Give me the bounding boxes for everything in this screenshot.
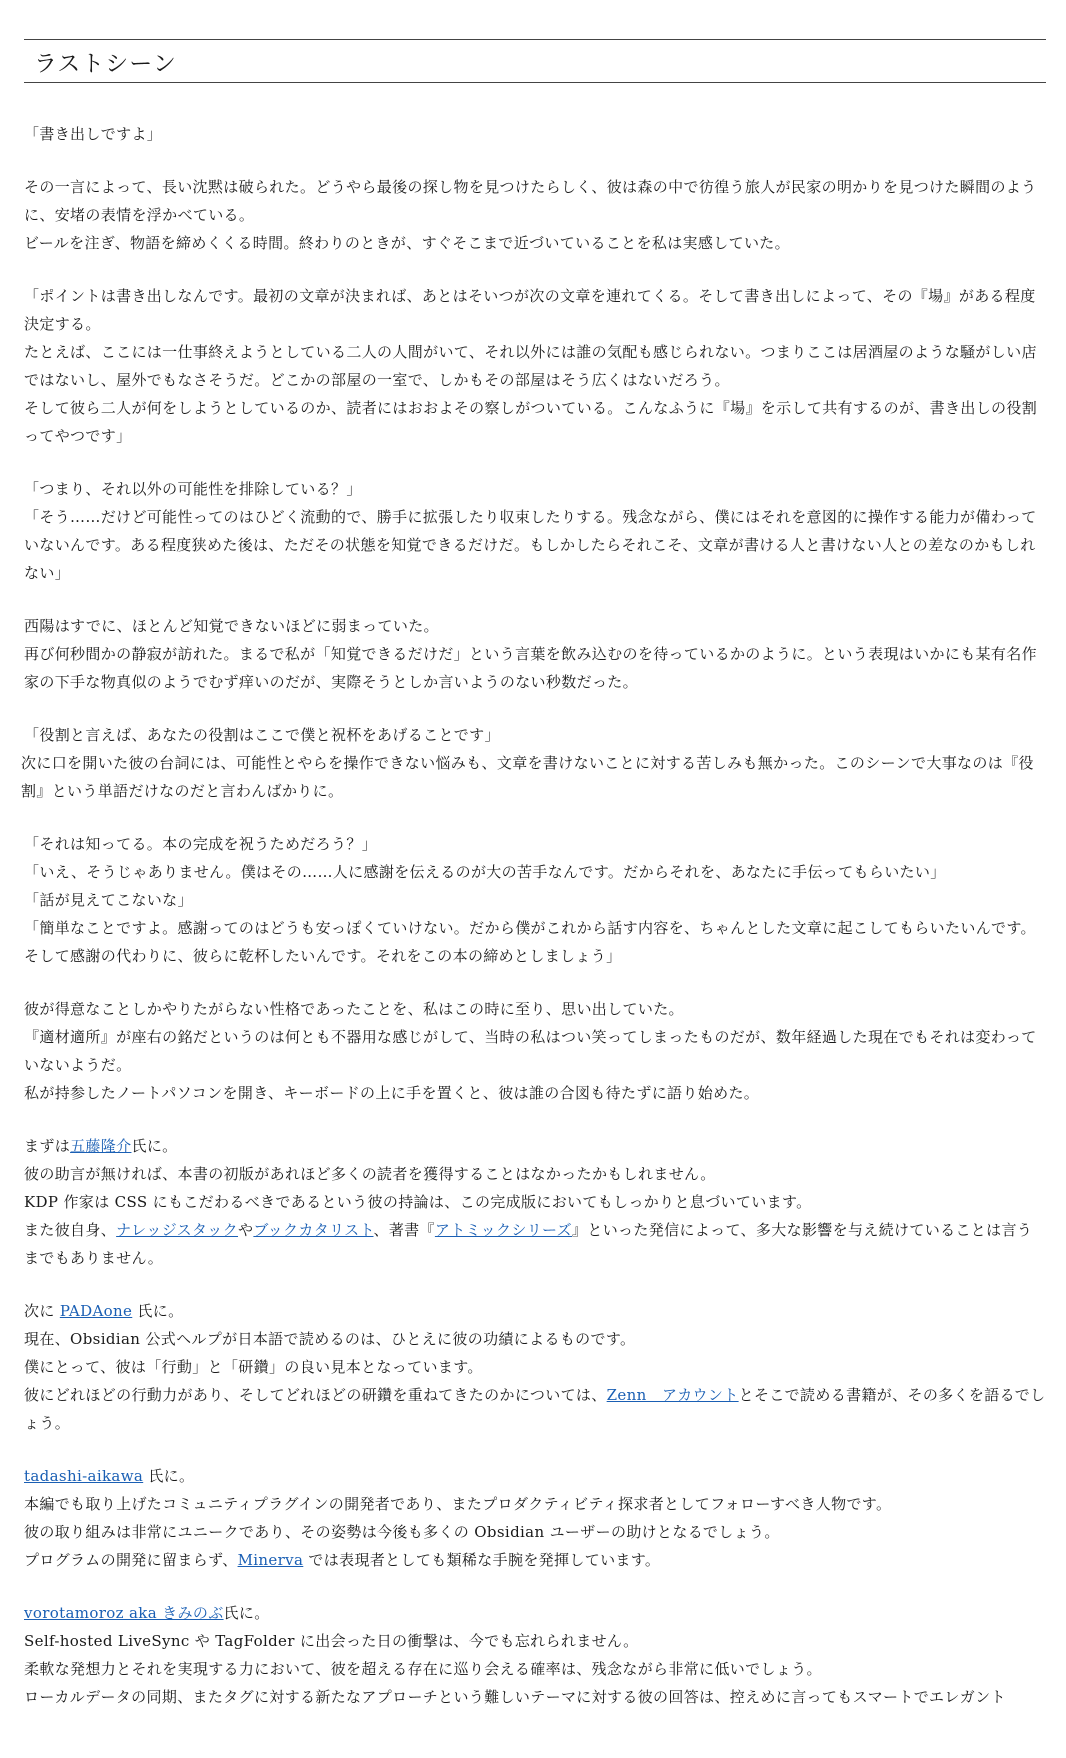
paragraph [21,721,1046,805]
text-line: 僕にとって、彼は「行動」と「研鑽」の良い見本となっています。 [24,1358,483,1376]
minerva-link[interactable]: Minerva [237,1551,304,1569]
acknowledgement-vorotamoroz [24,1599,1046,1711]
text-line [24,1599,1046,1627]
acknowledgement-gotoh [24,1132,1046,1272]
zenn-account-link[interactable]: Zenn アカウント [606,1386,739,1404]
text-line [24,1546,1046,1574]
paragraph [24,282,1046,450]
text-line: 彼の取り組みは非常にユニークであり、その姿勢は今後も多くの Obsidian ユーザーの助けとなるでしょう。 [24,1523,780,1541]
text-fragment: とそこで読める書籍が、その多くを語るでしょう。 [24,1386,1046,1432]
text-line: 彼の助言が無ければ、本書の初版があれほど多くの読者を獲得することはなかったかもしれません。 [24,1165,716,1183]
text-fragment: 氏に。 [143,1467,195,1485]
text-line: 彼が得意なことしかやりたがらない性格であったことを、私はこの時に至り、思い出していた。 [24,1000,684,1018]
text-line: 「それは知ってる。本の完成を祝うためだろう？」 [24,835,378,853]
text-fragment: では表現者としても類稀な手腕を発揮しています。 [303,1551,661,1569]
text-fragment: プログラムの開発に留まらず、 [24,1551,238,1569]
text-fragment: 次に [24,1302,60,1320]
text-fragment: まずは [24,1137,71,1155]
text-line: 「そう……だけど可能性ってのはひどく流動的で、勝手に拡張したり収束したりする。残念ながら、僕にはそれを意図的に操作する能力が備わっていないんです。ある程度狭めた後は、ただその状態を知覚できるだけだ。もしかしたらそれこそ、文章が書ける人と書けない人との差なのかもしれない」 [24,508,1037,582]
paragraph [24,830,1046,970]
text-line: その一言によって、長い沈黙は破られた。どうやら最後の探し物を見つけたらしく、彼は森の中で彷徨う旅人が民家の明かりを見つけた瞬間のように、安堵の表情を浮かべている。 [24,178,1037,224]
paragraph [24,120,1046,148]
text-line: 「簡単なことですよ。感謝ってのはどうも安っぽくていけない。だから僕がこれから話す内容を、ちゃんとした文章に起こしてもらいたいんです。そして感謝の代わりに、彼らに乾杯したいんです。それをこの本の締めとしましょう」 [24,919,1036,965]
text-line: Self-hosted LiveSync や TagFolder に出会った日の衝撃は、今でも忘れられません。 [24,1632,639,1650]
atomic-series-link[interactable]: アトミックシリーズ [434,1221,572,1239]
text-line: 西陽はすでに、ほとんど知覚できないほどに弱まっていた。 [24,617,439,635]
text-fragment: 氏に。 [132,1302,184,1320]
gotoh-link[interactable]: 五藤隆介 [70,1137,132,1155]
text-line: 「ポイントは書き出しなんです。最初の文章が決まれば、あとはそいつが次の文章を連れてくる。そして書き出しによって、その『場』がある程度決定する。 [24,287,1036,333]
text-line: 「つまり、それ以外の可能性を排除している？」 [24,480,362,498]
text-line: 「いえ、そうじゃありません。僕はその……人に感謝を伝えるのが大の苦手なんです。だからそれを、あなたに手伝ってもらいたい」 [24,863,946,881]
padaone-link[interactable]: PADAone [59,1302,133,1320]
text-line [24,1216,1046,1272]
text-fragment: 氏に。 [223,1604,270,1622]
text-line: 「役割と言えば、あなたの役割はここで僕と祝杯をあげることです」 [24,726,500,744]
vorotamoroz-link[interactable]: vorotamoroz aka きみのぶ [24,1604,224,1622]
text-line: 再び何秒間かの静寂が訪れた。まるで私が「知覚できるだけだ」という言葉を飲み込むのを待っているかのように。という表現はいかにも某有名作家の下手な物真似のようでむず痒いのだが、実際そうとしか言いようのない秒数だった。 [24,645,1037,691]
text-fragment: 氏に。 [131,1137,178,1155]
text-line: 「書き出しですよ」 [24,125,163,143]
text-line: KDP 作家は CSS にもこだわるべきであるという彼の持論は、この完成版においてもしっかりと息づいています。 [24,1193,812,1211]
paragraph [24,173,1046,257]
text-line: そして彼ら二人が何をしようとしているのか、読者にはおおよその察しがついている。こんなふうに『場』を示して共有するのが、書き出しの役割ってやつです」 [24,399,1038,445]
text-line: 現在、Obsidian 公式ヘルプが日本語で読めるのは、ひとえに彼の功績によるものです。 [24,1330,636,1348]
document-body [21,120,1046,1711]
text-line: たとえば、ここには一仕事終えようとしている二人の人間がいて、それ以外には誰の気配も感じられない。つまりここは居酒屋のような騒がしい店ではないし、屋外でもなさそうだ。どこかの部屋の一室で、しかもその部屋はそう広くはないだろう。 [24,343,1037,389]
text-line [24,1381,1046,1437]
document-page [21,0,1046,1736]
paragraph [24,475,1046,587]
text-line: 『適材適所』が座右の銘だというのは何とも不器用な感じがして、当時の私はつい笑ってしまったものだが、数年経過した現在でもそれは変わっていないようだ。 [24,1028,1037,1074]
text-fragment: や [238,1221,254,1239]
text-line [24,1132,1046,1160]
paragraph [24,612,1046,696]
text-fragment: 彼にどれほどの行動力があり、そしてどれほどの研鑽を重ねてきたのかについては、 [24,1386,607,1404]
page-title: ラストシーン [34,50,177,77]
knowledge-stack-link[interactable]: ナレッジスタック [116,1221,239,1239]
text-line: 「話が見えてこないな」 [24,891,193,909]
text-fragment: また彼自身、 [24,1221,117,1239]
title-block [24,39,1046,83]
text-line: 次に口を開いた彼の台詞には、可能性とやらを操作できない悩みも、文章を書けないことに対する苦しみも無かった。このシーンで大事なのは『役割』という単語だけなのだと言わんばかりに。 [21,754,1034,800]
paragraph [24,995,1046,1107]
text-line: 私が持参したノートパソコンを開き、キーボードの上に手を置くと、彼は誰の合図も待たずに語り始めた。 [24,1084,760,1102]
aikawa-link[interactable]: tadashi-aikawa [24,1467,144,1485]
text-fragment: 、著書『 [373,1221,435,1239]
text-line [24,1462,1046,1490]
text-line: 本編でも取り上げたコミュニティプラグインの開発者であり、またプロダクティビティ探求者としてフォローすべき人物です。 [24,1495,892,1513]
text-line: ビールを注ぎ、物語を締めくくる時間。終わりのときが、すぐそこまで近づいていることを私は実感していた。 [24,234,791,252]
book-catalyst-link[interactable]: ブックカタリスト [253,1221,374,1239]
text-line: 柔軟な発想力とそれを実現する力において、彼を超える存在に巡り会える確率は、残念ながら非常に低いでしょう。 [24,1660,822,1678]
acknowledgement-padaone [24,1297,1046,1437]
acknowledgement-aikawa [24,1462,1046,1574]
text-fragment: 』といった発信によって、多大な影響を与え続けていることは言うまでもありません。 [24,1221,1033,1267]
text-line [24,1297,1046,1325]
text-line: ローカルデータの同期、またタグに対する新たなアプローチという難しいテーマに対する彼の回答は、控えめに言ってもスマートでエレガント [24,1688,1006,1706]
